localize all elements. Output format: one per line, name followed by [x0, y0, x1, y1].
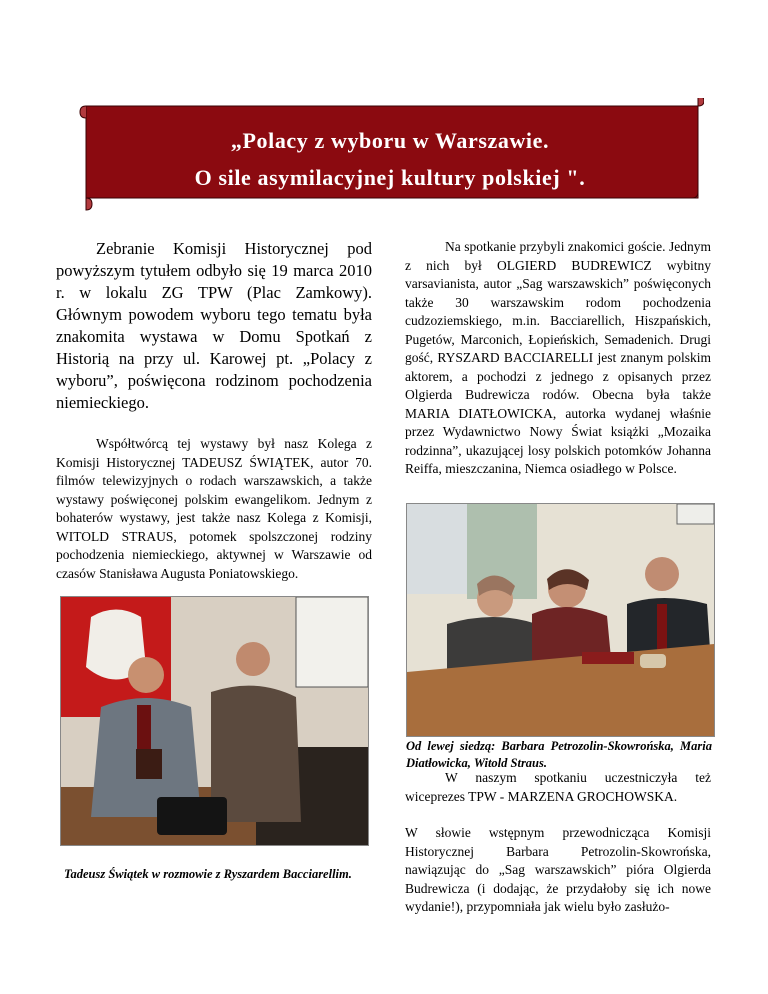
right-column-lower — [405, 769, 711, 917]
banner-title-line1: „Polacy z wyboru w Warszawie. — [230, 128, 550, 153]
photo-seated-guests — [406, 503, 715, 737]
left-paragraph-1: Zebranie Komisji Historycznej pod powyższym tytułem odbyło się 19 marca 2010 r. w lokalu ZG TPW (Plac Zamkowy). Głównym powodem wyboru tego tematu była znakomita wystawa w Domu Spotkań z Historią na przy ul. Karowej pt. „Polacy z wyboru”, poświęcona rodzinom pochodzenia niemieckiego. — [56, 239, 372, 412]
left-column — [56, 238, 372, 583]
banner-title-line2: O sile asymilacyjnej kultury polskiej ". — [194, 165, 586, 190]
right-paragraph-2: W naszym spotkaniu uczestniczyła też wiceprezes TPW - MARZENA GROCHOWSKA. — [405, 770, 711, 804]
right-paragraph-1: Na spotkanie przybyli znakomici goście. Jednym z nich był OLGIERD BUDREWICZ wybitny varsavianista, autor „Sag warszawskich” poświęconych także 30 warszawskim rodom pochodzenia cudzoziemskiego, m.in. Bacciarellich, Hiszpańskich, Pugetów, Marconich, Łopieńskich, Semadenich. Drugi gość, RYSZARD BACCIARELLI jest znanym polskim aktorem, a pochodzi z jednego z opisanych przez Olgierda Budrewicza rodów. Obecna była także MARIA DIATŁOWICKA, autorka wydanej właśnie przez Wydawnictwo Nowy Świat książki „Mozaika rodzinna”, ukazującej losy polskich potomków Johanna Reiffa, mieszczanina, Niemca osiadłego w Polsce. — [405, 239, 711, 476]
right-photo-caption: Od lewej siedzą: Barbara Petrozolin-Skowrońska, Maria Diatłowicka, Witold Straus. — [406, 739, 712, 770]
title-banner — [76, 98, 704, 213]
photo-swiatek-bacciarelli — [60, 596, 369, 846]
right-column — [405, 238, 711, 479]
left-paragraph-2: Współtwórcą tej wystawy był nasz Kolega z Komisji Historycznej TADEUSZ ŚWIĄTEK, autor 70. filmów telewizyjnych o rodach warszawskich, a także wystawy poświęconej polskim ewangelikom. Jednym z bohaterów wystawy, jest także nasz Kolega z Komisji, WITOLD STRAUS, potomek spolszczonej rodziny pochodzenia niemieckiego, aktywnej w Warszawie od czasów Stanisława Augusta Poniatowskiego. — [56, 436, 372, 581]
left-photo-caption: Tadeusz Świątek w rozmowie z Ryszardem Bacciarellim. — [64, 867, 352, 881]
right-paragraph-3: W słowie wstępnym przewodnicząca Komisji Historycznej Barbara Petrozolin-Skowrońska, nawiązując do „Sag warszawskich” pióra Olgierda Budrewicza (i dodając, że przydałoby się ich nowe wydanie!), przypomniała jak wielu było zasłużo- — [405, 825, 711, 914]
